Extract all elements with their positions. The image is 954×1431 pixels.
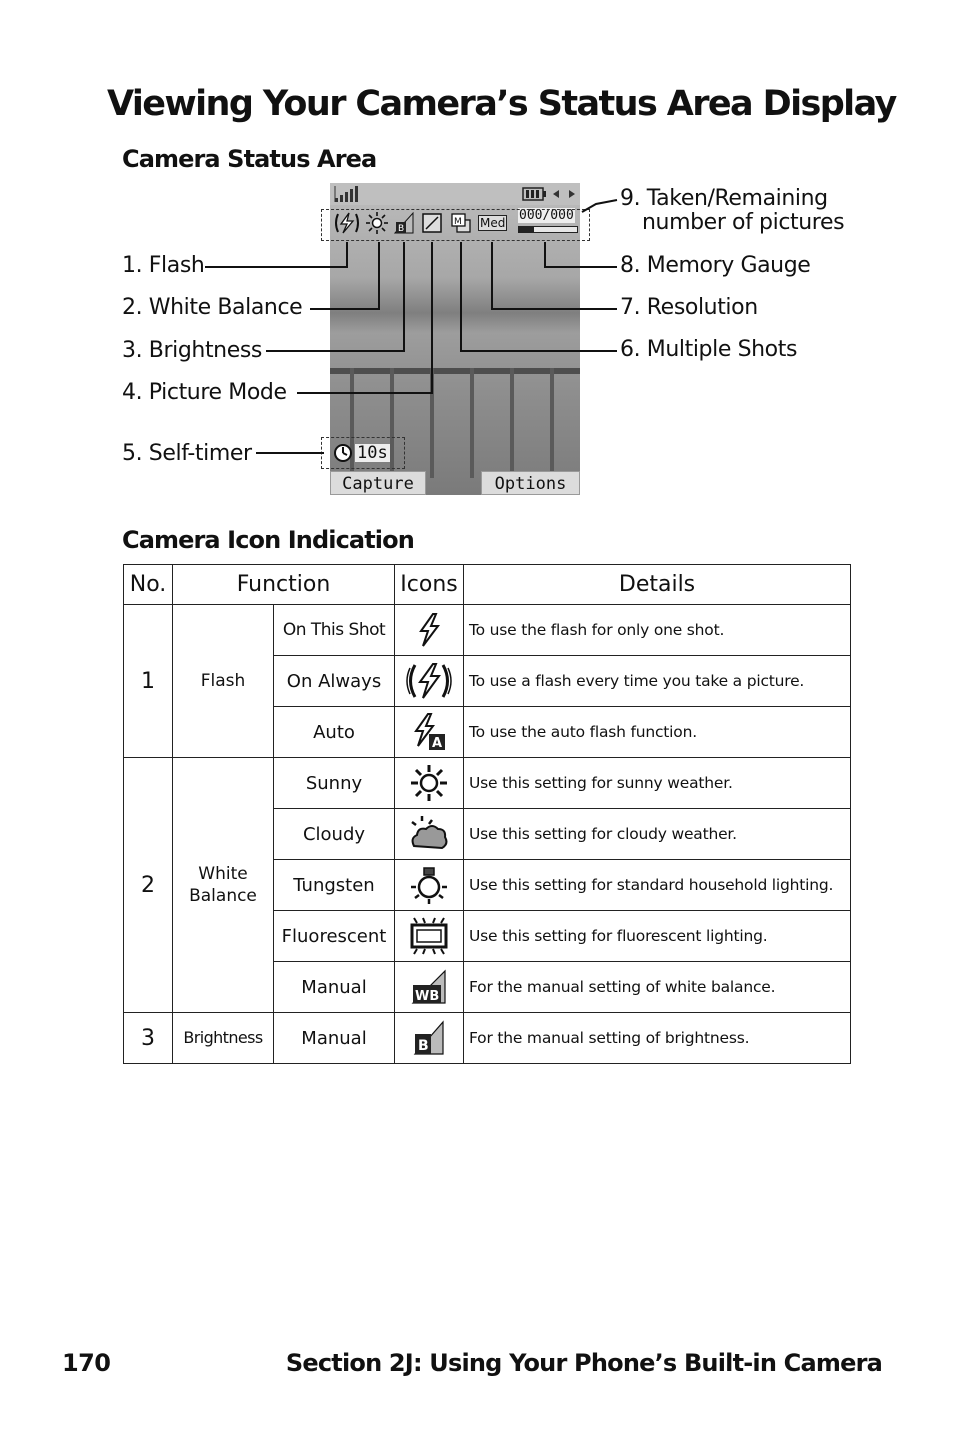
callout-multiple-shots: 6. Multiple Shots [620,337,798,362]
details-text: Use this setting for fluorescent lighting. [464,911,851,962]
sun-icon [409,763,449,803]
light-bulb-icon [409,865,449,905]
option-label: On Always [274,656,395,707]
option-label: Manual [274,962,395,1013]
resolution-indicator: Med [480,216,506,230]
option-label: Auto [274,707,395,758]
row-number: 2 [124,758,173,1013]
table-row [124,605,851,656]
option-label: Cloudy [274,809,395,860]
details-text: Use this setting for cloudy weather. [464,809,851,860]
callout-brightness: 3. Brightness [122,338,262,363]
footer-section-title: Section 2J: Using Your Phone’s Built-in Camera [285,1349,882,1377]
function-line: Balance [189,886,257,906]
details-text: For the manual setting of white balance. [464,962,851,1013]
flash-auto-icon [409,712,449,752]
header-function: Function [173,565,395,605]
white-balance-manual-icon [409,967,449,1007]
details-text: To use the flash for only one shot. [464,605,851,656]
details-text: Use this setting for sunny weather. [464,758,851,809]
details-text: Use this setting for standard household lighting. [464,860,851,911]
function-line: White [198,864,248,884]
options-softkey[interactable]: Options [481,471,580,495]
callout-taken-remaining: 9. Taken/Remaining [620,186,828,211]
option-label: Fluorescent [274,911,395,962]
header-details: Details [464,565,851,605]
option-label: Sunny [274,758,395,809]
pictures-counter: 000/000 [519,208,574,223]
function-white-balance [173,758,274,1013]
page-title: Viewing Your Camera’s Status Area Display [107,84,896,124]
callout-resolution: 7. Resolution [620,295,758,320]
cloud-icon [408,814,450,854]
camera-status-area-heading: Camera Status Area [122,145,377,173]
svg-text:M: M [454,217,462,227]
svg-text:WB: WB [415,989,440,1004]
header-icons: Icons [395,565,464,605]
function-flash: Flash [173,605,274,758]
callout-memory-gauge: 8. Memory Gauge [620,253,811,278]
row-number: 3 [124,1013,173,1064]
camera-icon-table [123,564,851,1064]
self-timer-value: 10s [357,443,388,463]
option-label: Manual [274,1013,395,1064]
page-number: 170 [62,1349,111,1377]
callout-picture-mode: 4. Picture Mode [122,380,287,405]
callout-white-balance: 2. White Balance [122,295,303,320]
option-label: On This Shot [274,605,395,656]
svg-text:B: B [398,224,405,234]
row-number: 1 [124,605,173,758]
camera-icon-indication-heading: Camera Icon Indication [122,526,414,554]
details-text: To use the auto flash function. [464,707,851,758]
brightness-manual-icon [409,1018,449,1058]
callout-self-timer: 5. Self-timer [122,441,252,466]
flash-always-icon [403,660,455,702]
camera-status-figure [0,0,954,510]
table-row [124,758,851,809]
svg-text:A: A [432,736,443,751]
flash-icon [412,611,446,649]
callout-flash: 1. Flash [122,253,205,278]
fluorescent-icon [408,916,450,956]
callout-taken-remaining-line2: number of pictures [642,210,845,235]
option-label: Tungsten [274,860,395,911]
table-header-row [124,565,851,605]
table-row [124,1013,851,1064]
header-no: No. [124,565,173,605]
details-text: For the manual setting of brightness. [464,1013,851,1064]
function-brightness: Brightness [173,1013,274,1064]
details-text: To use a flash every time you take a picture. [464,656,851,707]
capture-softkey[interactable]: Capture [330,471,426,495]
svg-text:B: B [418,1038,429,1054]
